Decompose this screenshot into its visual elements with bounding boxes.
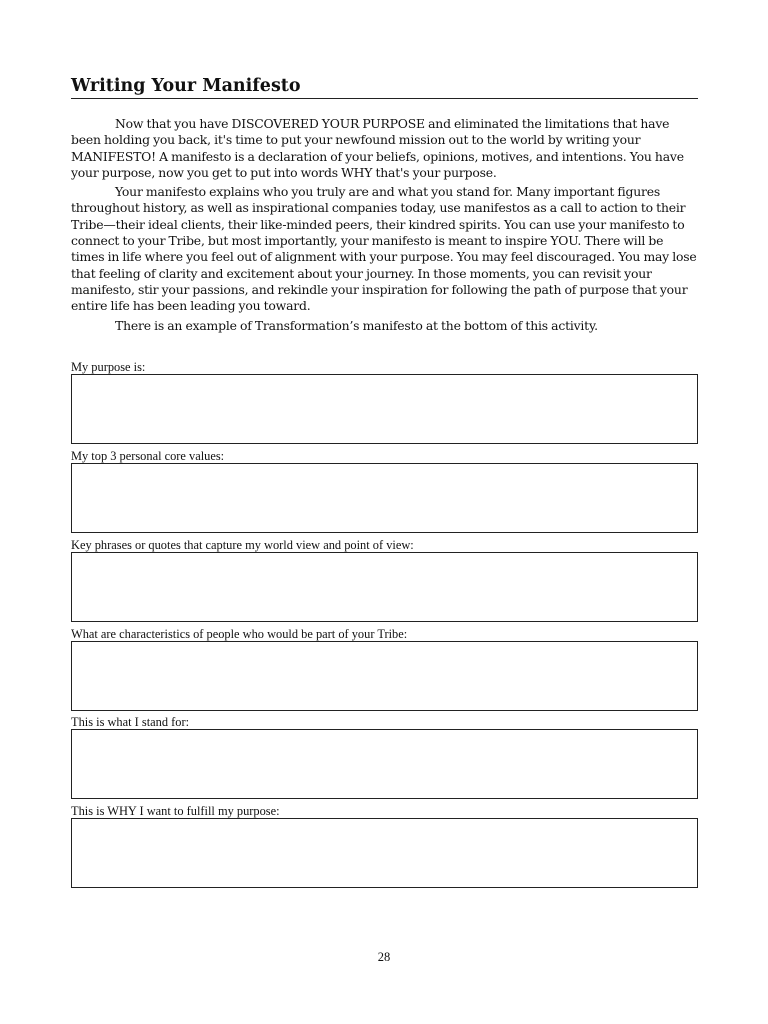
stand-for-label: This is what I stand for: [71, 715, 190, 729]
tribe-characteristics-field [71, 627, 698, 711]
purpose-input[interactable] [71, 374, 698, 444]
core-values-field [71, 449, 698, 533]
why-purpose-field [71, 804, 698, 888]
intro-paragraph-1: Now that you have DISCOVERED YOUR PURPOSE and eliminated the limitations that have been holding you back, it's time to put your newfound mission out to the world by writing your MANIFESTO! A manifesto is a declaration of your beliefs, opinions, motives, and intentions. You have your purpose, now you get to put into words WHY that's your purpose. [71, 116, 684, 180]
key-phrases-label: Key phrases or quotes that capture my world view and point of view: [71, 538, 414, 552]
purpose-label: My purpose is: [71, 360, 146, 374]
stand-for-input[interactable] [71, 729, 698, 799]
purpose-field [71, 360, 698, 444]
page-number: 28 [377, 950, 391, 964]
core-values-input[interactable] [71, 463, 698, 533]
key-phrases-input[interactable] [71, 552, 698, 622]
why-purpose-label: This is WHY I want to fulfill my purpose: [71, 804, 280, 818]
intro-paragraph-2: Your manifesto explains who you truly are and what you stand for. Many important figures throughout history, as well as inspirational companies today, use manifestos as a call to action to their Tribe—their ideal clients, their like-minded peers, their kindred spirits. You can use your manifesto to connect to your Tribe, but most importantly, your manifesto is meant to inspire YOU. There will be times in life where you feel out of alignment with your purpose. You may feel discouraged. You may lose that feeling of clarity and excitement about your journey. In those moments, you can revisit your manifesto, stir your passions, and rekindle your inspiration for following the path of purpose that your entire life has been leading you toward. [71, 184, 697, 314]
page-title: Writing Your Manifesto [71, 76, 301, 96]
intro-text [71, 116, 698, 337]
tribe-characteristics-label: What are characteristics of people who would be part of your Tribe: [71, 627, 408, 641]
why-purpose-input[interactable] [71, 818, 698, 888]
key-phrases-field [71, 538, 698, 622]
intro-paragraph-3: There is an example of Transformation’s manifesto at the bottom of this activity. [115, 317, 598, 333]
tribe-characteristics-input[interactable] [71, 641, 698, 711]
core-values-label: My top 3 personal core values: [71, 449, 225, 463]
title-underline [71, 98, 698, 99]
stand-for-field [71, 715, 698, 799]
